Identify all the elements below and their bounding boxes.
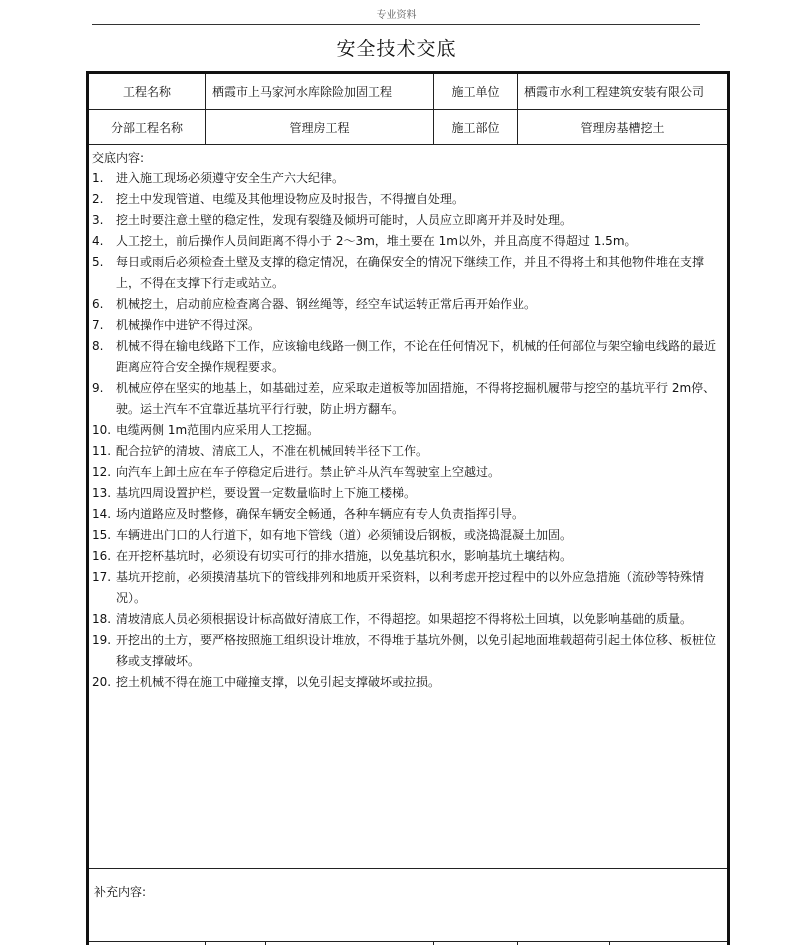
disclosure-item-number: 3.: [92, 213, 104, 227]
disclosure-item-number: 4.: [92, 234, 104, 248]
bottom-column-tick: [433, 941, 434, 945]
disclosure-item-number: 7.: [92, 318, 104, 332]
disclosure-item-text: 机械挖土，启动前应检查离合器、钢丝绳等，经空车试运转正常后再开始作业。: [116, 297, 537, 311]
disclosure-item-number: 6.: [92, 297, 104, 311]
disclosure-item-text: 清坡清底人员必须根据设计标高做好清底工作，不得超挖。如果超挖不得将松土回填，以免影响基础的质量。: [116, 612, 693, 626]
disclosure-item: [92, 609, 723, 630]
disclosure-item-number: 8.: [92, 339, 104, 353]
disclosure-item-text: 人工挖土，前后操作人员间距离不得小于 2～3m，堆土要在 1m以外，并且高度不得超过 1.5m。: [116, 234, 637, 248]
disclosure-content-section: [89, 146, 727, 869]
disclosure-item-number: 9.: [92, 381, 104, 395]
info-row-subproject: [89, 110, 727, 145]
disclosure-item-text: 每日或雨后必须检查土壁及支撑的稳定情况，在确保安全的情况下继续工作，并且不得将土和其他物件堆在支撑上，不得在支撑下行走或站立。: [116, 255, 705, 290]
disclosure-item-text: 基坑四周设置护栏，要设置一定数量临时上下施工楼梯。: [116, 486, 417, 500]
disclosure-item-text: 电缆两侧 1m范围内应采用人工挖掘。: [116, 423, 320, 437]
disclosure-item: [92, 231, 723, 252]
disclosure-item: [92, 189, 723, 210]
disclosure-item-number: 1.: [92, 171, 104, 185]
disclosure-item-text: 机械应停在坚实的地基上，如基础过差，应采取走道板等加固措施，不得将挖掘机履带与挖空的基坑平行 2m停、驶。运土汽车不宜靠近基坑平行行驶，防止坍方翻车。: [116, 381, 716, 416]
disclosure-item: [92, 462, 723, 483]
disclosure-item-list: [92, 168, 723, 693]
disclosure-item: [92, 441, 723, 462]
disclosure-item: [92, 672, 723, 693]
disclosure-item-number: 10.: [92, 423, 112, 437]
document-title: 安全技术交底: [336, 38, 457, 60]
disclosure-item: [92, 315, 723, 336]
disclosure-item-text: 车辆进出门口的人行道下，如有地下管线（道）必须铺设后钢板，或浇捣混凝土加固。: [116, 528, 573, 542]
construction-part-value: 管理房基槽挖土: [517, 110, 727, 144]
disclosure-item-number: 12.: [92, 465, 112, 479]
sub-project-value: 管理房工程: [205, 110, 433, 144]
disclosure-item-text: 向汽车上卸土应在车子停稳定后进行。禁止铲斗从汽车驾驶室上空越过。: [116, 465, 501, 479]
safety-disclosure-form: [86, 71, 730, 945]
construction-unit-label: 施工单位: [433, 74, 517, 109]
bottom-column-tick: [205, 941, 206, 945]
disclosure-item: [92, 567, 723, 609]
page-header: 专业资料: [376, 10, 417, 21]
bottom-row-divider: [89, 941, 727, 942]
disclosure-item-number: 5.: [92, 255, 104, 269]
disclosure-item-text: 配合拉铲的清坡、清底工人，不准在机械回转半径下工作。: [116, 444, 429, 458]
disclosure-item-number: 18.: [92, 612, 112, 626]
disclosure-item-text: 机械操作中进铲不得过深。: [116, 318, 261, 332]
disclosure-item-text: 挖土机械不得在施工中碰撞支撑，以免引起支撑破坏或拉损。: [116, 675, 441, 689]
disclosure-item: [92, 546, 723, 567]
disclosure-item-number: 17.: [92, 570, 112, 584]
disclosure-item: [92, 210, 723, 231]
bottom-column-tick: [265, 941, 266, 945]
disclosure-item-text: 机械不得在输电线路下工作，应该输电线路一侧工作，不论在任何情况下，机械的任何部位与架空输电线路的最近距离应符合安全操作规程要求。: [116, 339, 717, 374]
disclosure-item: [92, 630, 723, 672]
supplement-section: [89, 869, 727, 948]
project-name-value: 栖霞市上马家河水库除险加固工程: [205, 74, 433, 109]
disclosure-item: [92, 252, 723, 294]
content-label: 交底内容:: [92, 151, 145, 165]
header-divider: [92, 24, 700, 25]
disclosure-item: [92, 504, 723, 525]
supplement-label: 补充内容:: [94, 885, 147, 899]
construction-part-label: 施工部位: [433, 110, 517, 144]
disclosure-item-number: 16.: [92, 549, 112, 563]
disclosure-item: [92, 294, 723, 315]
bottom-column-tick: [609, 941, 610, 945]
disclosure-item-number: 2.: [92, 192, 104, 206]
disclosure-item-number: 11.: [92, 444, 112, 458]
sub-project-label: 分部工程名称: [110, 120, 183, 135]
disclosure-item: [92, 378, 723, 420]
disclosure-item-number: 19.: [92, 633, 112, 647]
project-name-label: 工程名称: [122, 85, 171, 99]
disclosure-item-number: 20.: [92, 675, 112, 689]
disclosure-item-text: 在开挖杯基坑时，必须设有切实可行的排水措施，以免基坑积水，影响基坑土壤结构。: [116, 549, 573, 563]
disclosure-item-text: 场内道路应及时整修，确保车辆安全畅通，各种车辆应有专人负责指挥引导。: [116, 507, 525, 521]
bottom-column-tick: [517, 941, 518, 945]
construction-unit-value: 栖霞市水利工程建筑安装有限公司: [517, 74, 727, 109]
disclosure-item-text: 挖土时要注意土壁的稳定性，发现有裂缝及倾坍可能时，人员应立即离开并及时处理。: [116, 213, 573, 227]
disclosure-item-text: 开挖出的土方，要严格按照施工组织设计堆放，不得堆于基坑外侧，以免引起地面堆载超荷引起土体位移、板桩位移或支撑破坏。: [116, 633, 717, 668]
disclosure-item-number: 13.: [92, 486, 112, 500]
disclosure-item-number: 14.: [92, 507, 112, 521]
disclosure-item-text: 进入施工现场必须遵守安全生产六大纪律。: [116, 171, 345, 185]
disclosure-item: [92, 525, 723, 546]
disclosure-item-number: 15.: [92, 528, 112, 542]
info-row-project: [89, 74, 727, 110]
disclosure-item-text: 基坑开挖前，必须摸清基坑下的管线排列和地质开采资料，以利考虑开挖过程中的以外应急措施（流砂等特殊情况）。: [116, 570, 705, 605]
disclosure-item: [92, 168, 723, 189]
disclosure-item-text: 挖土中发现管道、电缆及其他埋设物应及时报告，不得擅自处理。: [116, 192, 465, 206]
disclosure-item: [92, 336, 723, 378]
disclosure-item: [92, 420, 723, 441]
disclosure-item: [92, 483, 723, 504]
